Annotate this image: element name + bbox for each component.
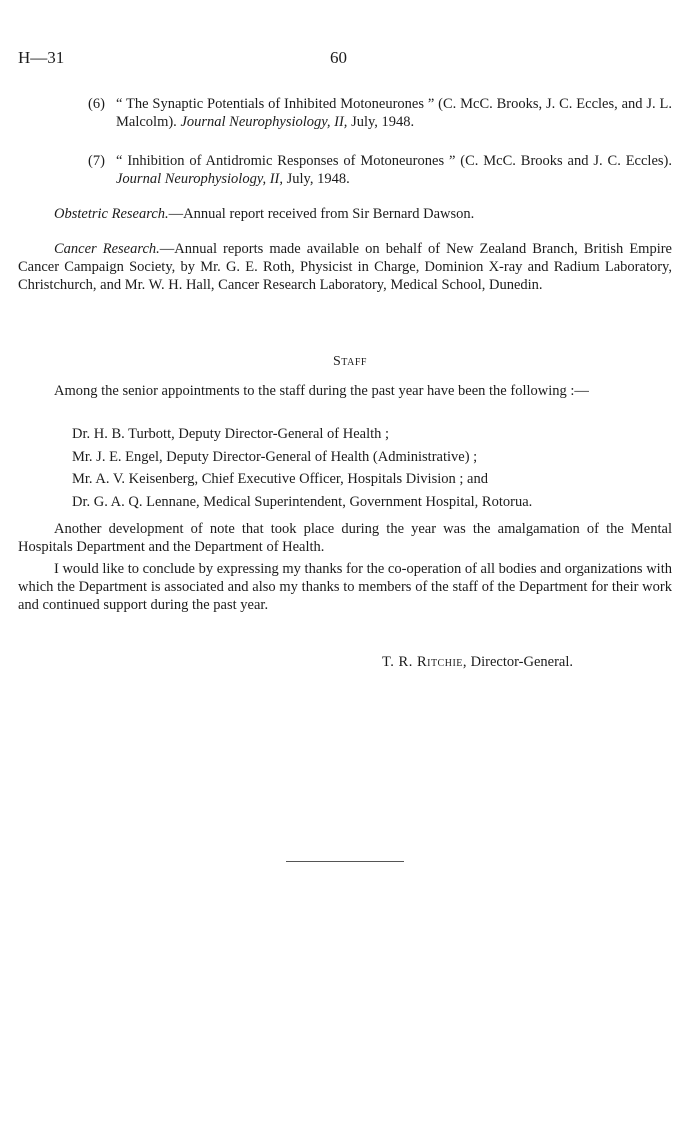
appointment-item: Mr. A. V. Keisenberg, Chief Executive Officer, Hospitals Division ; and (72, 471, 488, 487)
header-left: H—31 (18, 48, 65, 67)
reference-number: (6) (88, 96, 105, 112)
signature (382, 654, 573, 671)
staff-intro-paragraph: Among the senior appointments to the staff during the past year have been the following :— (54, 383, 589, 399)
reference-text: “ The Synaptic Potentials of Inhibited Motoneurones ” (C. McC. Brooks, J. C. Eccles, and J. L. Malcolm). (116, 96, 672, 130)
closing-divider (286, 861, 404, 862)
appointment-item: Dr. H. B. Turbott, Deputy Director-General of Health ; (72, 426, 390, 442)
obstetric-research-paragraph (18, 205, 672, 223)
cancer-heading: Cancer Research. (54, 241, 160, 257)
appointment-item: Mr. J. E. Engel, Deputy Director-General of Health (Administrative) ; (72, 449, 478, 465)
appointment-item: Dr. G. A. Q. Lennane, Medical Superintendent, Government Hospital, Rotorua. (72, 494, 533, 510)
cancer-text: —Annual reports made available on behalf of New Zealand Branch, British Empire Cancer Campaign Society, by Mr. G. E. Roth, Physicist in Charge, Dominion X-ray and Radium Laboratory, Christchurch, and Mr. W. H. Hall, Cancer Research Laboratory, Medical School, Dunedin. (18, 241, 672, 293)
reference-number: (7) (88, 153, 105, 169)
amalgamation-paragraph: Another development of note that took place during the year was the amalgamation of the Mental Hospitals Department and the Department of Health. (18, 521, 672, 555)
obstetric-text: —Annual report received from Sir Bernard Dawson. (168, 206, 475, 222)
thanks-paragraph: I would like to conclude by expressing my thanks for the co-operation of all bodies and organizations with which the Department is associated and also my thanks to members of the staff of the Department for their work and continued support during the past year. (18, 561, 672, 613)
reference-journal: Journal Neurophysiology, II, (116, 171, 283, 187)
signature-name: T. R. Ritchie, (382, 654, 468, 670)
reference-journal: Journal Neurophysiology, II, (180, 114, 348, 130)
reference-date: July, 1948. (351, 114, 415, 130)
reference-text: “ Inhibition of Antidromic Responses of Motoneurones ” (C. McC. Brooks and J. C. Eccles). (116, 153, 672, 169)
cancer-research-paragraph (18, 240, 672, 294)
page-number: 60 (330, 48, 347, 67)
reference-7 (88, 152, 672, 188)
staff-heading: Staff (333, 354, 367, 369)
obstetric-heading: Obstetric Research. (54, 206, 169, 222)
reference-6 (88, 95, 672, 131)
reference-date: July, 1948. (286, 171, 350, 187)
signature-title: Director-General. (470, 654, 574, 670)
